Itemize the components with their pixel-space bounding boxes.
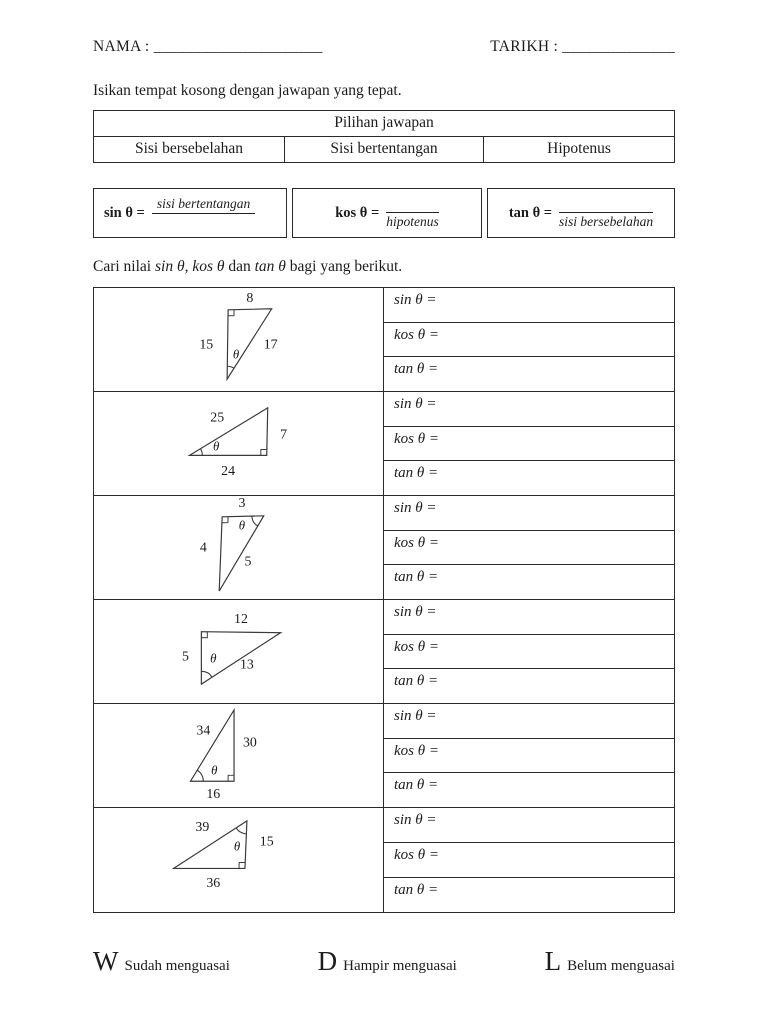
triangle-figure [94,392,384,495]
right-angle-marker [261,449,267,455]
answer-line [384,739,674,774]
angle-arc [197,770,203,781]
answer-line [384,773,674,807]
side-label: 30 [242,734,257,750]
angle-arc [227,366,234,368]
formula-func: sin θ = [104,204,145,221]
instruction-segment: tan θ [254,258,286,275]
theta-label: θ [210,651,217,666]
angle-arc [236,828,246,834]
grade-legend [93,946,675,977]
problem-row [94,808,674,912]
answer-line [384,843,674,878]
problem-row [94,392,674,496]
answer-label: sin θ = [394,292,437,308]
answer-line [384,461,674,495]
grade-letter: W [93,946,119,976]
fraction-numerator: sisi bertentangan [152,196,255,214]
side-label: 16 [206,786,221,802]
instruction-segment: sin θ [155,258,185,275]
triangle-svg [94,392,384,495]
side-label: 5 [182,648,189,664]
triangle-svg [94,808,384,911]
grade-label: Belum menguasai [567,958,675,974]
theta-label: θ [238,518,246,533]
choices-options-row [94,137,674,162]
instruction-segment: dan [224,258,255,275]
triangle-figure [94,704,384,807]
grade-item [545,946,675,977]
side-label: 15 [259,833,274,849]
answer-line [384,565,674,599]
triangle-figure [94,288,384,391]
answer-choices-table [93,110,675,163]
answer-line [384,531,674,566]
answer-line [384,357,674,391]
side-label: 13 [239,656,254,672]
side-label: 15 [199,336,214,352]
triangle-svg [94,600,384,703]
angle-arc [200,449,202,456]
triangle-outline [189,408,267,456]
answer-line [384,669,674,703]
angle-arc [201,671,212,677]
choices-title: Pilihan jawapan [94,111,674,137]
answer-label: tan θ = [394,882,439,898]
answer-label: sin θ = [394,708,437,724]
theta-label: θ [233,839,241,854]
choice-cell: Sisi bersebelahan [134,140,244,157]
answer-label: sin θ = [394,500,437,516]
side-label: 17 [263,336,278,352]
fraction-denominator: sisi bersebelahan [559,214,654,230]
triangle-svg [94,288,384,391]
answer-line [384,288,674,323]
grade-item [318,946,457,977]
side-label: 4 [199,539,207,555]
problem-row [94,600,674,704]
instruction-segment: bagi yang berikut. [285,258,403,275]
answer-label: kos θ = [394,638,439,655]
fill-instruction: Isikan tempat kosong dengan jawapan yang tepat. [93,82,402,99]
side-label: 7 [280,426,288,442]
formula-fraction [152,196,255,230]
answer-line [384,392,674,427]
answer-line [384,323,674,358]
answer-label: sin θ = [394,812,437,828]
side-label: 24 [221,463,236,479]
answer-cell [384,392,674,495]
fraction-numerator [559,196,653,213]
answer-label: sin θ = [394,396,437,412]
formula-func: tan θ = [508,204,553,221]
answer-label: kos θ = [394,326,439,343]
answer-line [384,600,674,635]
find-instruction [93,258,402,276]
answer-cell [384,288,674,391]
problems-table [93,287,675,913]
answer-label: kos θ = [394,534,439,551]
theta-label: θ [211,763,218,778]
answer-label: tan θ = [394,673,439,690]
problem-row [94,704,674,808]
problem-row [94,288,674,392]
fraction-denominator: hipotenus [386,214,439,230]
answer-label: tan θ = [394,361,439,378]
instruction-segment: Cari nilai [93,258,155,275]
problem-row [94,496,674,600]
answer-cell [384,808,674,912]
answer-line [384,808,674,843]
answer-label: kos θ = [394,847,439,863]
right-angle-marker [228,775,234,781]
fraction-denominator [152,214,255,230]
grade-letter: L [544,946,562,976]
grade-label: Sudah menguasai [124,958,230,974]
grade-label: Hampir menguasai [343,958,457,974]
side-label: 39 [195,818,210,834]
side-label: 8 [246,289,254,305]
answer-label: tan θ = [394,569,439,586]
answer-label: kos θ = [394,742,439,759]
side-label: 25 [210,409,225,425]
triangle-figure [94,600,384,703]
answer-label: tan θ = [394,777,439,794]
right-angle-marker [228,310,234,316]
triangle-svg [94,704,384,807]
answer-cell [384,496,674,599]
choice-cell: Sisi bertentangan [284,137,484,162]
answer-line [384,704,674,739]
date-field-line: TARIKH : ______________ [490,38,675,55]
right-angle-marker [201,632,207,638]
right-angle-marker [239,862,245,868]
instruction-segment: kos θ [192,258,225,275]
answer-label: sin θ = [394,604,437,620]
answer-line [384,427,674,462]
side-label: 34 [196,722,211,738]
name-field-line: NAMA : _____________________ [93,38,323,55]
formula-fraction [559,196,653,230]
triangle-svg [94,496,384,599]
side-label: 3 [238,496,246,510]
side-label: 12 [234,610,248,626]
side-label: 36 [206,875,221,891]
formula-func: kos θ = [335,204,380,221]
fraction-numerator [386,196,439,213]
answer-line [384,635,674,670]
triangle-figure [94,496,384,599]
right-angle-marker [222,517,228,523]
answer-cell [384,600,674,703]
answer-label: tan θ = [394,465,439,482]
header [93,38,675,56]
theta-label: θ [232,347,240,362]
angle-arc [252,516,258,526]
formula-box [487,188,675,238]
formula-row [93,188,675,238]
formula-fraction [386,196,439,230]
answer-line [384,496,674,531]
answer-cell [384,704,674,807]
grade-item [93,946,230,977]
side-label: 5 [244,553,252,569]
formula-box [93,188,287,238]
triangle-figure [94,808,384,912]
formula-box [292,188,482,238]
answer-label: kos θ = [394,430,439,447]
instruction-segment: , [184,258,193,275]
grade-letter: D [317,946,338,976]
answer-line [384,878,674,912]
choice-cell: Hipotenus [547,140,611,157]
theta-label: θ [213,439,220,454]
